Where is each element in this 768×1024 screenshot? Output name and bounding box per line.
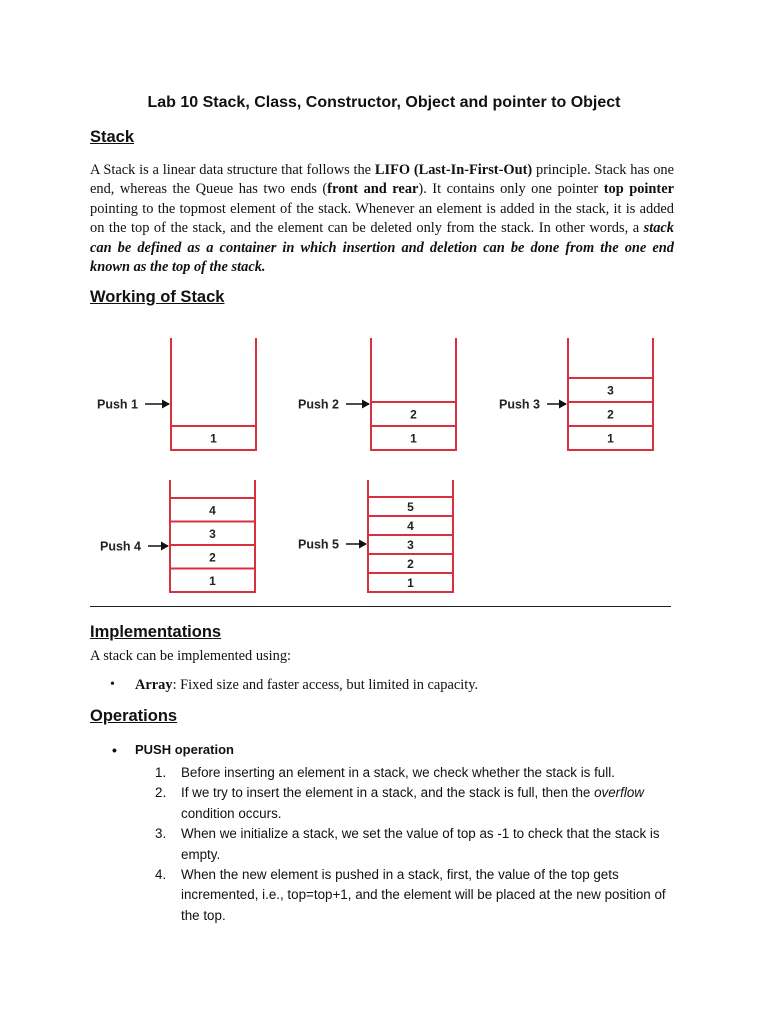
stack-cell-value: 2 bbox=[410, 407, 417, 422]
para-text: pointing to the topmost element of the stack. Whenever an element is added in the stack, it is added on the top of the stack, and the element can be deleted only from the stack. In other words, a bbox=[90, 200, 674, 237]
section-heading-working: Working of Stack bbox=[90, 288, 225, 306]
stack-cell-value: 2 bbox=[607, 407, 614, 422]
push-label-4: Push 4 bbox=[100, 539, 141, 554]
stack-definition-paragraph bbox=[90, 161, 674, 277]
step-text: If we try to insert the element in a stack, and the stack is full, then the overflow condition occurs. bbox=[181, 785, 644, 821]
para-text: A Stack is a linear data structure that follows the bbox=[90, 162, 375, 178]
stack-cell-value: 2 bbox=[407, 557, 414, 571]
impl-term: Array bbox=[135, 677, 173, 693]
step-text: Before inserting an element in a stack, we check whether the stack is full. bbox=[181, 765, 615, 780]
stack-cell-value: 4 bbox=[407, 519, 414, 533]
stack-push-diagram bbox=[0, 330, 768, 600]
bullet-icon: • bbox=[110, 677, 115, 692]
stack-cell-value: 1 bbox=[209, 573, 216, 588]
list-item bbox=[155, 783, 675, 824]
list-item bbox=[155, 763, 675, 783]
section-heading-stack: Stack bbox=[90, 128, 135, 146]
section-heading-operations: Operations bbox=[90, 707, 178, 725]
stack-cell-value: 1 bbox=[607, 431, 614, 446]
para-text: ). It contains only one pointer bbox=[418, 181, 604, 198]
stack-cell-value: 3 bbox=[209, 526, 216, 541]
push-label-3: Push 3 bbox=[499, 397, 540, 412]
implementations-intro: A stack can be implemented using: bbox=[90, 648, 292, 664]
stack-cell-value: 1 bbox=[407, 576, 414, 590]
impl-desc: : Fixed size and faster access, but limited in capacity. bbox=[172, 677, 479, 693]
arrow-right-icon bbox=[359, 540, 367, 549]
push-steps-list bbox=[155, 763, 675, 926]
step-number: 4. bbox=[155, 867, 167, 883]
push-operation-label: PUSH operation bbox=[135, 742, 234, 757]
stack-cell-value: 2 bbox=[209, 550, 216, 565]
list-item-text bbox=[135, 677, 478, 694]
para-text: principle. Stack has one end, whereas the Queue has two ends ( bbox=[90, 162, 674, 198]
para-bold-front-rear: front and rear bbox=[327, 181, 419, 198]
stack-cell-value: 3 bbox=[407, 538, 414, 552]
arrow-right-icon bbox=[362, 400, 370, 409]
push-label-1: Push 1 bbox=[97, 397, 138, 412]
stack-cell-value: 5 bbox=[407, 500, 414, 514]
para-bold-top-pointer: top pointer bbox=[603, 181, 675, 198]
stack-cell-value: 1 bbox=[410, 431, 417, 446]
para-bold-lifo: LIFO (Last-In-First-Out) bbox=[374, 162, 533, 178]
push-operation-title bbox=[112, 742, 234, 758]
push-label-2: Push 2 bbox=[298, 397, 339, 412]
page-title: Lab 10 Stack, Class, Constructor, Object and pointer to Object bbox=[147, 94, 621, 111]
stack-cell-value: 4 bbox=[209, 503, 216, 518]
list-item bbox=[155, 865, 675, 926]
step-text: When the new element is pushed in a stack, first, the value of the top gets incremented, i.e., top=top+1, and the element will be placed at the new position of the top. bbox=[181, 867, 666, 923]
step-number: 3. bbox=[155, 826, 167, 842]
section-heading-implementations: Implementations bbox=[90, 623, 222, 641]
arrow-right-icon bbox=[162, 400, 170, 409]
push-label-5: Push 5 bbox=[298, 537, 339, 552]
arrow-right-icon bbox=[161, 542, 169, 551]
list-item bbox=[155, 824, 675, 865]
step-number: 2. bbox=[155, 785, 167, 801]
para-bold-italic-definition: stack can be defined as a container in which insertion and deletion can be done from the one end known as the top of the stack. bbox=[90, 220, 674, 276]
arrow-right-icon bbox=[559, 400, 567, 409]
step-number: 1. bbox=[155, 765, 167, 780]
section-divider bbox=[90, 606, 671, 607]
step-emphasis: overflow bbox=[594, 785, 644, 801]
bullet-icon: • bbox=[112, 742, 117, 758]
stack-cell-value: 1 bbox=[210, 431, 217, 446]
step-text: When we initialize a stack, we set the value of top as -1 to check that the stack is empty. bbox=[181, 826, 660, 862]
stack-cell-value: 3 bbox=[607, 383, 614, 398]
